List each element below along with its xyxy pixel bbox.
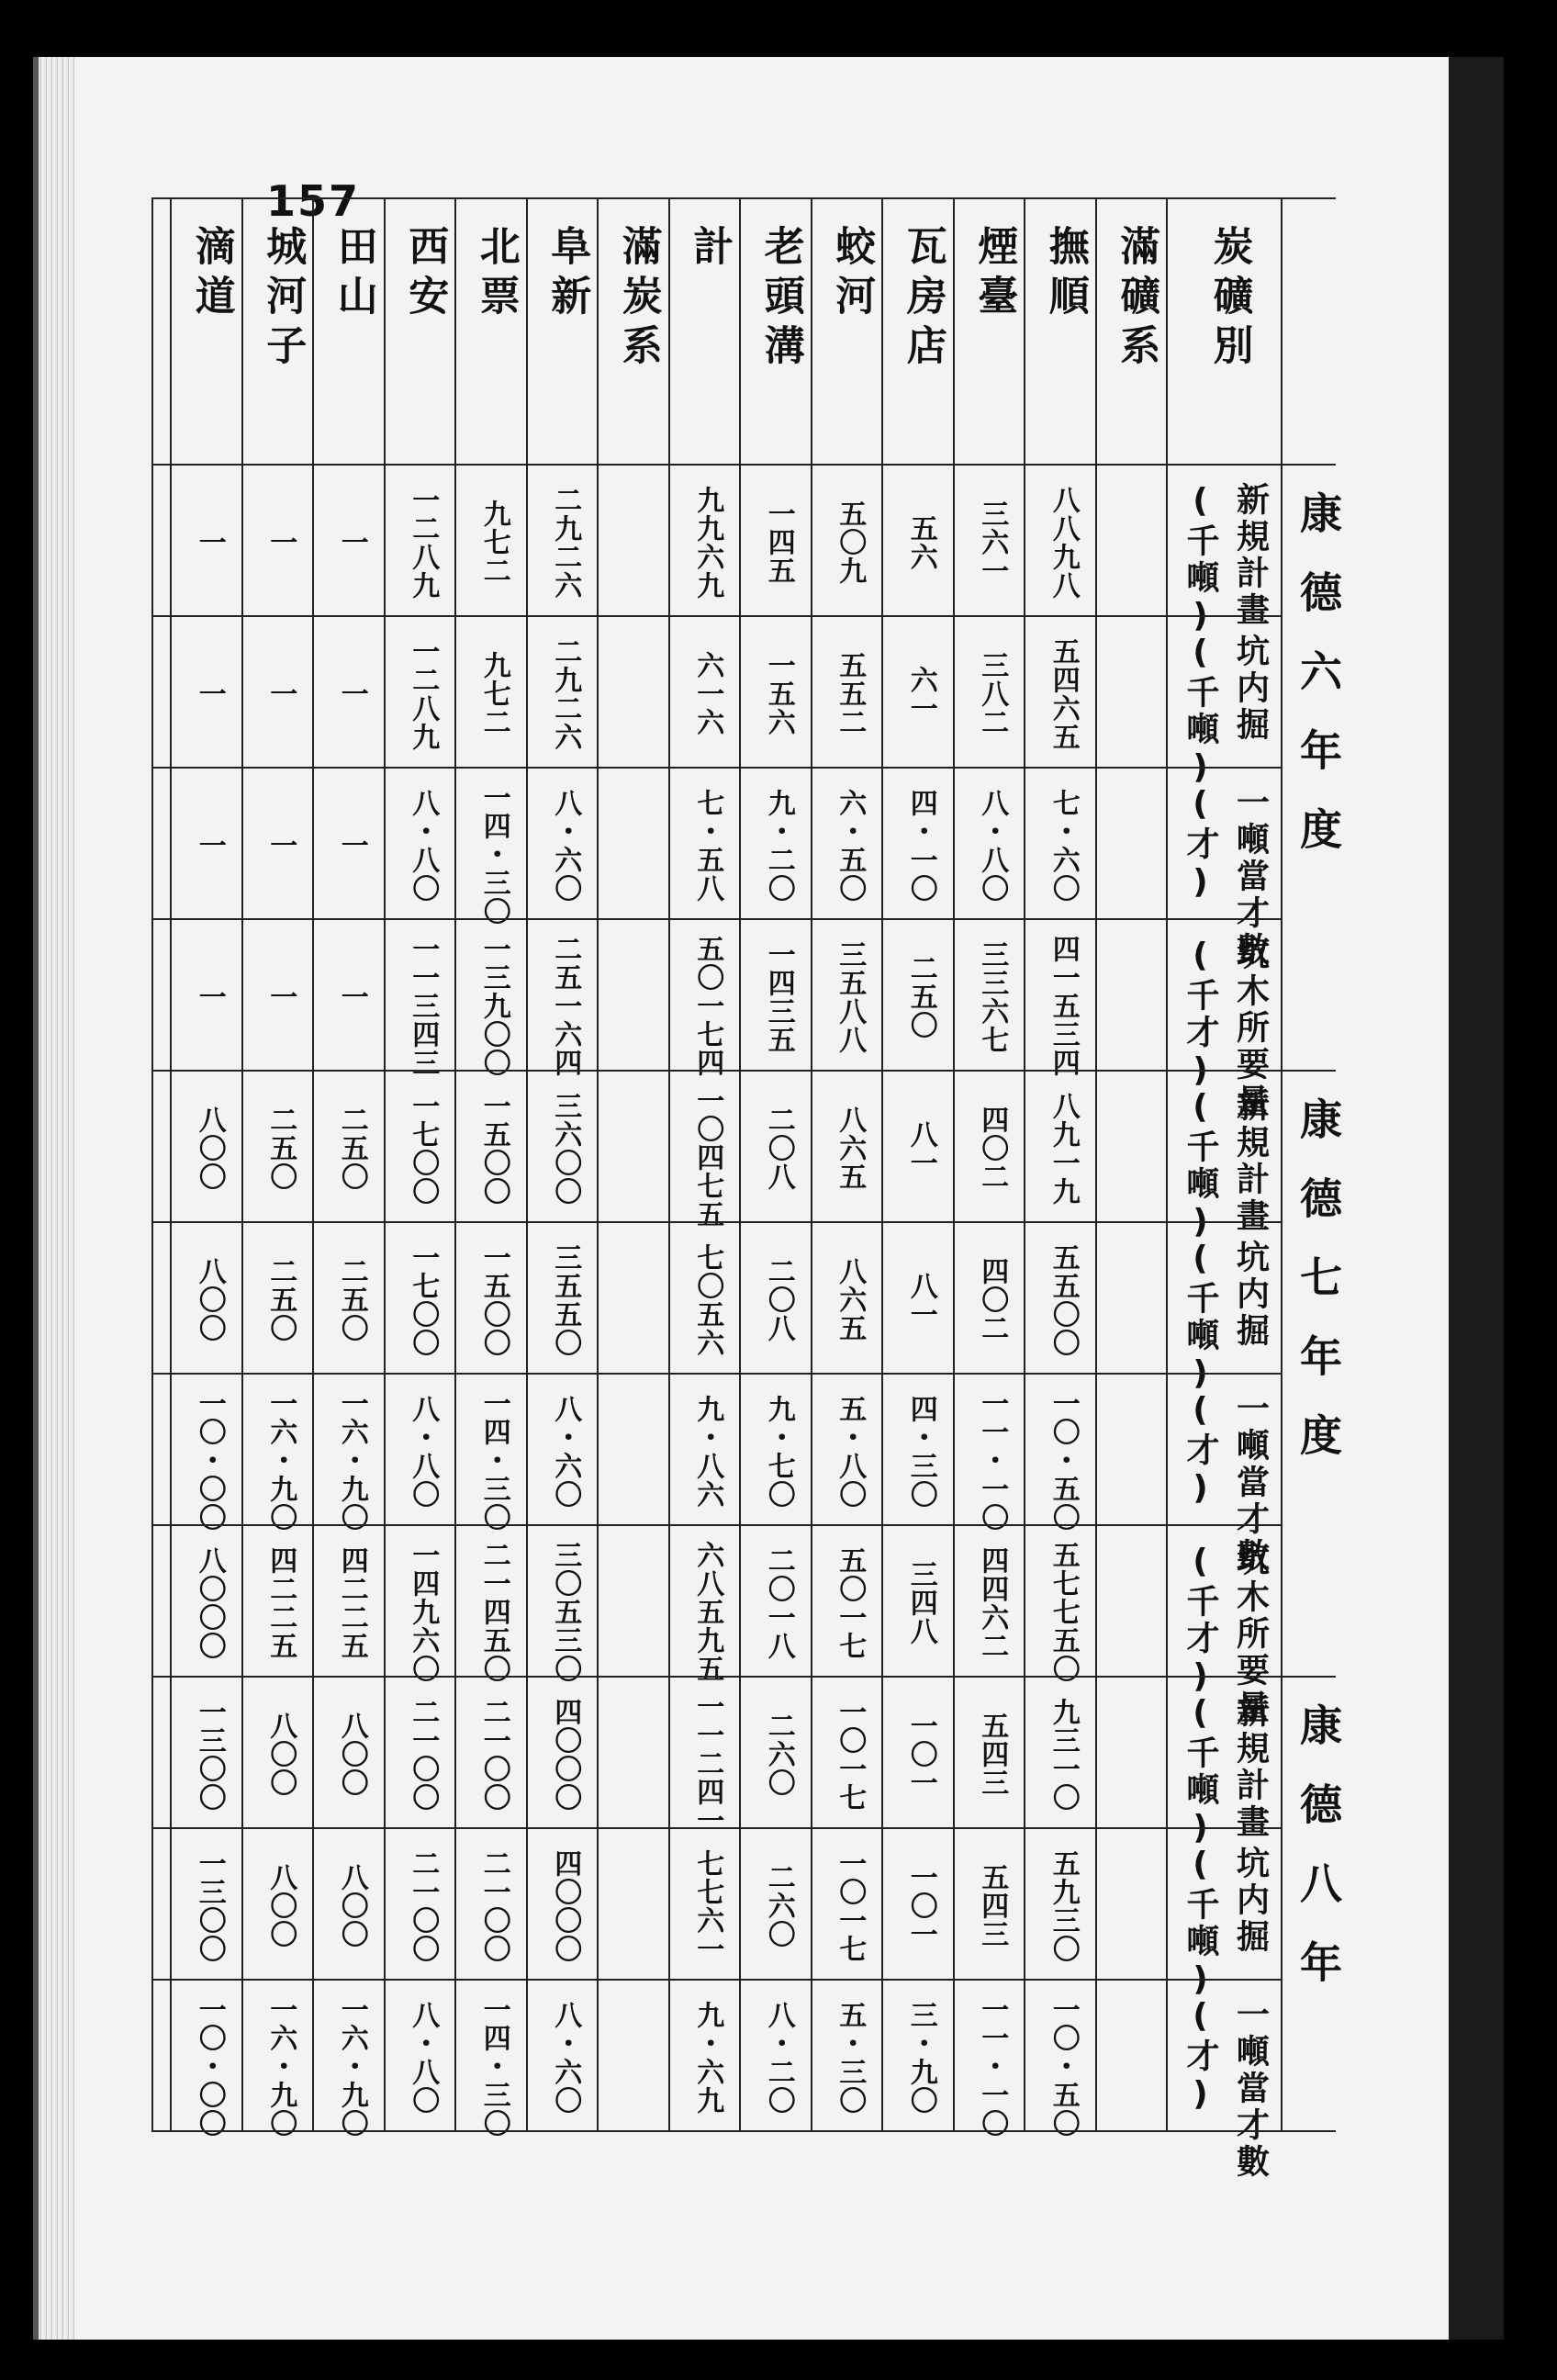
table-cell: 一一・一〇	[976, 1389, 1009, 1532]
table-cell: 一一三四三	[407, 935, 440, 1077]
column-unit: (千噸)	[1182, 1846, 1219, 2002]
table-cell: 二五〇	[264, 1257, 297, 1342]
table-cell: 一四五	[762, 500, 795, 585]
page-stack-edge	[39, 57, 75, 2340]
table-cell: 一	[264, 528, 297, 556]
column-label: 一噸當才數	[1231, 785, 1270, 969]
table-cell: 一〇一七	[834, 1848, 867, 1963]
table-cell: 四〇〇〇	[549, 1848, 582, 1963]
group-title: 康德七年度	[1294, 1097, 1343, 1492]
table-cell: 一七〇〇	[407, 1091, 440, 1206]
table-cell: 八〇〇	[264, 1863, 297, 1948]
table-cell: 二〇八	[762, 1106, 795, 1191]
group-left-rule	[1281, 197, 1283, 2130]
row-label: 滴道	[187, 225, 235, 324]
table-cell: 一	[335, 679, 368, 708]
row-divider	[526, 197, 528, 2130]
table-cell: 一七〇〇	[407, 1242, 440, 1357]
table-cell: 二五〇	[335, 1106, 368, 1191]
table-left-rule	[151, 197, 153, 2130]
table-cell: 一六・九〇	[335, 1389, 368, 1532]
row-label: 阜新	[543, 225, 591, 324]
table-cell: 三八二	[976, 651, 1009, 736]
table-cell: 八〇〇〇	[193, 1545, 226, 1660]
table-cell: 八・六〇	[549, 1394, 582, 1509]
column-label: 新規計畫	[1231, 1694, 1270, 1841]
row-divider	[170, 197, 172, 2130]
table-cell: 一二八九	[407, 485, 440, 600]
table-cell: 一〇・五〇	[1047, 1995, 1080, 2138]
table-cell: 三・九〇	[904, 2000, 937, 2115]
table-cell: 八一	[904, 1119, 937, 1177]
row-divider	[1024, 197, 1025, 2130]
cell-rule	[151, 1070, 1281, 1072]
row-label: 滿礦系	[1113, 225, 1160, 374]
table-cell: 一四・三〇	[477, 783, 510, 926]
column-unit: (千才)	[1182, 937, 1219, 1093]
cell-rule	[151, 1676, 1281, 1678]
table-cell: 九・七〇	[762, 1394, 795, 1509]
table-cell: 九三一〇	[1047, 1697, 1080, 1812]
table-cell: 五〇一七	[834, 1545, 867, 1660]
table-cell: 一五〇〇	[477, 1242, 510, 1357]
row-divider	[881, 197, 883, 2130]
column-label: 坑木所要量	[1231, 1543, 1270, 1726]
table-cell: 二一〇〇	[407, 1697, 440, 1812]
column-label: 坑内掘	[1231, 634, 1270, 744]
table-cell: 五七七五〇	[1047, 1541, 1080, 1683]
row-label: 田山	[330, 225, 377, 324]
table-cell: 一四九六〇	[407, 1541, 440, 1683]
page-number: 157	[266, 176, 361, 226]
table-cell: 二一〇〇	[477, 1848, 510, 1963]
table-cell: 八・六〇	[549, 2000, 582, 2115]
data-table	[151, 197, 1343, 2181]
table-cell: 一	[264, 831, 297, 859]
table-cell: 二一〇〇	[477, 1697, 510, 1812]
table-cell: 二九二六	[549, 485, 582, 600]
table-cell: 六一六	[691, 651, 724, 736]
row-label: 西安	[401, 225, 449, 324]
table-cell: 一五〇〇	[477, 1091, 510, 1206]
table-cell: 四・一〇	[904, 788, 937, 903]
group-title: 康德八年	[1294, 1703, 1343, 2019]
table-cell: 二〇一八	[762, 1545, 795, 1660]
cell-rule	[151, 615, 1281, 617]
table-cell: 一三〇〇	[193, 1848, 226, 1963]
column-unit: (千噸)	[1182, 1088, 1219, 1244]
row-label: 北票	[472, 225, 520, 324]
table-cell: 一六・九〇	[335, 1995, 368, 2138]
table-cell: 五〇九	[834, 500, 867, 585]
table-cell: 一	[335, 982, 368, 1011]
table-cell: 一〇・〇〇	[193, 1389, 226, 1532]
table-cell: 一三〇〇	[193, 1697, 226, 1812]
table-cell: 七・五八	[691, 788, 724, 903]
column-unit: (才)	[1182, 1391, 1219, 1510]
cell-rule	[151, 1373, 1281, 1375]
table-cell: 一	[335, 528, 368, 556]
cell-rule	[151, 1979, 1281, 1981]
row-divider	[668, 197, 670, 2130]
table-cell: 三三六七	[976, 939, 1009, 1054]
table-cell: 一〇一	[904, 1863, 937, 1948]
row-label: 瓦房店	[899, 225, 947, 374]
row-divider	[312, 197, 314, 2130]
column-label: 一噸當才數	[1231, 1997, 1270, 2181]
table-cell: 六・五〇	[834, 788, 867, 903]
column-unit: (千噸)	[1182, 634, 1219, 790]
table-cell: 九七二	[477, 500, 510, 585]
table-cell: 一〇・五〇	[1047, 1389, 1080, 1532]
table-cell: 一	[335, 831, 368, 859]
stub-header: 炭礦別	[1205, 225, 1253, 374]
table-cell: 六一	[904, 665, 937, 723]
table-cell: 八八九八	[1047, 485, 1080, 600]
column-unit: (千噸)	[1182, 1694, 1219, 1850]
table-cell: 八・八〇	[407, 2000, 440, 2115]
column-unit: (千才)	[1182, 1543, 1219, 1699]
table-cell: 二六〇	[762, 1712, 795, 1797]
row-label: 老頭溝	[756, 225, 804, 374]
table-cell: 一四・三〇	[477, 1995, 510, 2138]
row-divider	[739, 197, 741, 2130]
table-cell: 二五一六四	[549, 935, 582, 1077]
cell-rule	[151, 918, 1281, 920]
table-cell: 一五六	[762, 651, 795, 736]
table-cell: 一一二四一	[691, 1692, 724, 1835]
table-cell: 四二二五	[335, 1545, 368, 1660]
table-cell: 一〇一	[904, 1712, 937, 1797]
column-unit: (千噸)	[1182, 1240, 1219, 1396]
table-cell: 七・六〇	[1047, 788, 1080, 903]
cell-rule	[151, 1524, 1281, 1526]
table-cell: 八九一九	[1047, 1091, 1080, 1206]
table-cell: 八〇〇	[193, 1257, 226, 1342]
row-divider	[1095, 197, 1097, 2130]
cell-rule	[151, 464, 1281, 466]
row-label: 計	[686, 225, 734, 275]
table-cell: 一	[264, 982, 297, 1011]
table-cell: 四〇二	[976, 1257, 1009, 1342]
table-cell: 一	[193, 679, 226, 708]
table-cell: 三四八	[904, 1560, 937, 1645]
table-cell: 一四・三〇	[477, 1389, 510, 1532]
table-cell: 一〇一七	[834, 1697, 867, 1812]
table-cell: 一〇・〇〇	[193, 1995, 226, 2138]
column-label: 坑木所要量	[1231, 937, 1270, 1120]
table-cell: 四〇二	[976, 1106, 1009, 1191]
column-label: 坑内掘	[1231, 1846, 1270, 1956]
table-cell: 二一〇〇	[407, 1848, 440, 1963]
table-cell: 二〇八	[762, 1257, 795, 1342]
table-cell: 一	[264, 679, 297, 708]
table-cell: 八六五	[834, 1257, 867, 1342]
table-cell: 一四三五	[762, 939, 795, 1054]
page-shadow-edge	[1449, 57, 1504, 2340]
table-cell: 五四三	[976, 1863, 1009, 1948]
table-cell: 五四六五	[1047, 636, 1080, 751]
table-cell: 八・八〇	[976, 788, 1009, 903]
table-cell: 三〇五三〇	[549, 1541, 582, 1683]
table-cell: 四四六二	[976, 1545, 1009, 1660]
table-cell: 三六〇〇	[549, 1091, 582, 1206]
table-cell: 八・六〇	[549, 788, 582, 903]
group-title: 康德六年度	[1294, 491, 1343, 886]
table-cell: 九七二	[477, 651, 510, 736]
table-cell: 五〇一七四	[691, 935, 724, 1077]
column-unit: (才)	[1182, 1997, 1219, 2116]
row-label: 煙臺	[970, 225, 1018, 324]
table-bottom-rule	[151, 2130, 1336, 2132]
table-cell: 二五〇	[335, 1257, 368, 1342]
table-cell: 八・二〇	[762, 2000, 795, 2115]
table-cell: 七〇五六	[691, 1242, 724, 1357]
column-label: 坑内掘	[1231, 1240, 1270, 1350]
row-divider	[811, 197, 812, 2130]
table-cell: 五五二	[834, 651, 867, 736]
table-cell: 五・三〇	[834, 2000, 867, 2115]
table-cell: 二五〇	[264, 1106, 297, 1191]
row-divider	[241, 197, 243, 2130]
cell-rule	[151, 1221, 1281, 1223]
stub-left-rule	[1166, 197, 1168, 2130]
table-cell: 二九二六	[549, 636, 582, 751]
table-cell: 一〇四七五	[691, 1086, 724, 1229]
cell-rule	[151, 767, 1281, 769]
table-cell: 五六	[904, 513, 937, 571]
row-divider	[384, 197, 386, 2130]
table-cell: 二六〇	[762, 1863, 795, 1948]
table-cell: 八〇〇	[335, 1863, 368, 1948]
table-cell: 九・八六	[691, 1394, 724, 1509]
table-cell: 四〇〇〇	[549, 1697, 582, 1812]
table-cell: 八六五	[834, 1106, 867, 1191]
table-cell: 八一	[904, 1271, 937, 1329]
table-cell: 一	[193, 528, 226, 556]
table-cell: 一	[193, 982, 226, 1011]
table-cell: 二一四五〇	[477, 1541, 510, 1683]
column-label: 一噸當才數	[1231, 1391, 1270, 1575]
table-cell: 九・二〇	[762, 788, 795, 903]
table-cell: 三五八八	[834, 939, 867, 1054]
table-cell: 一一・一〇	[976, 1995, 1009, 2138]
row-divider	[953, 197, 955, 2130]
table-cell: 八〇〇	[264, 1712, 297, 1797]
column-label: 新規計畫	[1231, 482, 1270, 629]
row-label: 撫順	[1041, 225, 1089, 324]
row-label: 蛟河	[828, 225, 876, 324]
table-cell: 五五〇〇	[1047, 1242, 1080, 1357]
table-cell: 八・八〇	[407, 788, 440, 903]
table-cell: 五・八〇	[834, 1394, 867, 1509]
table-cell: 一六・九〇	[264, 1995, 297, 2138]
table-cell: 三六一	[976, 500, 1009, 585]
table-cell: 五九三〇	[1047, 1848, 1080, 1963]
row-label: 城河子	[259, 225, 307, 374]
row-divider	[454, 197, 456, 2130]
table-cell: 一二八九	[407, 636, 440, 751]
table-cell: 八〇〇	[335, 1712, 368, 1797]
column-label: 新規計畫	[1231, 1088, 1270, 1235]
table-cell: 四二二五	[264, 1545, 297, 1660]
table-cell: 三五五〇	[549, 1242, 582, 1357]
table-cell: 五四三	[976, 1712, 1009, 1797]
table-cell: 一三九〇〇	[477, 935, 510, 1077]
column-unit: (才)	[1182, 785, 1219, 904]
table-cell: 六八五九五	[691, 1541, 724, 1683]
table-cell: 四・三〇	[904, 1394, 937, 1509]
table-cell: 九九六九	[691, 485, 724, 600]
table-cell: 八〇〇	[193, 1106, 226, 1191]
cell-rule	[151, 1827, 1281, 1829]
table-cell: 七七六一	[691, 1848, 724, 1963]
table-cell: 一	[193, 831, 226, 859]
table-cell: 八・八〇	[407, 1394, 440, 1509]
table-cell: 二五〇	[904, 954, 937, 1039]
table-cell: 九・六九	[691, 2000, 724, 2115]
column-unit: (千噸)	[1182, 482, 1219, 638]
table-top-rule	[151, 197, 1336, 199]
table-cell: 一六・九〇	[264, 1389, 297, 1532]
table-cell: 四一五三四	[1047, 935, 1080, 1077]
row-divider	[597, 197, 599, 2130]
row-label: 滿炭系	[614, 225, 662, 374]
